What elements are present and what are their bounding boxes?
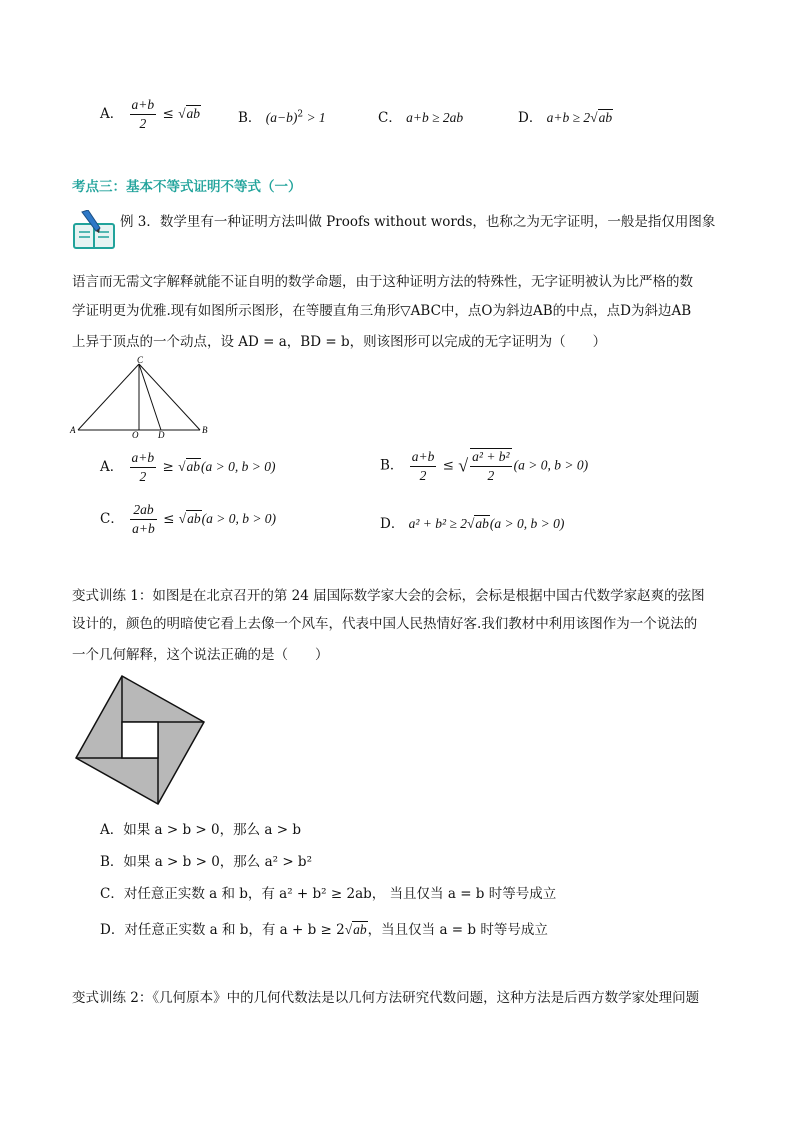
fraction [130, 450, 157, 485]
label-o: O [132, 430, 139, 439]
fraction-numerator: a+b [410, 449, 437, 467]
label-c: C [137, 355, 144, 365]
example3-option-a[interactable]: A． $\frac{a+b}{2}$ ≥ √ab(a > 0, b > 0) [100, 450, 276, 484]
exponent: 2 [297, 109, 304, 120]
label-a: A [70, 425, 76, 435]
fraction-numerator: 2ab [130, 502, 157, 520]
example3-option-b[interactable]: B． $\frac{a+b}{2}$ ≤ √ $\frac{\text{a² + b²}}{2}$ (a > 0, b > 0) [380, 448, 589, 483]
prev-option-d[interactable]: D． a+b ≥ 2√ab [518, 110, 613, 126]
option-label: B． [380, 457, 404, 474]
book-pencil-icon [72, 210, 118, 250]
condition: (a > 0, b > 0) [201, 511, 277, 526]
sqrt-radicand: ab [353, 922, 367, 937]
option-label: D． [380, 516, 405, 532]
fraction-denominator: 2 [419, 467, 427, 483]
option-expression: (a−b) [265, 110, 298, 125]
option-label: C． [378, 110, 402, 126]
section-heading: 考点三：基本不等式证明不等式（一） [72, 179, 302, 195]
condition: (a > 0, b > 0) [513, 457, 589, 473]
sqrt-radicand: ab [598, 110, 613, 125]
fraction-numerator: a+b [130, 97, 157, 115]
variant1-line1: 变式训练 1：如图是在北京召开的第 24 届国际数学家大会的会标，会标是根据中国古代数学家赵爽的弦图 [72, 588, 705, 604]
example3-line4: 上异于顶点的一个动点，设 AD = a，BD = b，则该图形可以完成的无字证明为（ ） [72, 334, 607, 350]
variant2-line1: 变式训练 2：《几何原本》中的几何代数法是以几何方法研究代数问题，这种方法是后西方数学家处理问题 [72, 990, 700, 1006]
sqrt-radicand: ab [475, 516, 489, 531]
variant1-option-d[interactable]: D．对任意正实数 a 和 b，有 a + b ≥ 2√ab，当且仅当 a = b 时等号成立 [100, 922, 548, 938]
relation-symbol: ≤ [162, 106, 174, 122]
fraction [410, 449, 437, 484]
example3-option-d[interactable]: D． a² + b² ≥ 2√ab(a > 0, b > 0) [380, 516, 565, 532]
condition: (a > 0, b > 0) [489, 516, 565, 531]
option-text: D．对任意正实数 a 和 b，有 a + b ≥ 2 [100, 922, 345, 938]
prev-option-b[interactable] [238, 106, 326, 126]
condition: (a > 0, b > 0) [201, 459, 276, 474]
variant1-option-a[interactable]: A．如果 a > b > 0，那么 a > b [100, 822, 301, 838]
sqrt-radicand: ab [186, 459, 200, 474]
sqrt-fraction [470, 448, 511, 484]
relation-symbol: ≥ [162, 459, 174, 475]
variant1-option-b[interactable]: B．如果 a > b > 0，那么 a² > b² [100, 854, 312, 870]
example3-line3: 学证明更为优雅.现有如图所示图形，在等腰直角三角形▽ABC中，点O为斜边AB的中点，点D为斜边AB [72, 303, 692, 319]
label-b: B [202, 425, 208, 435]
fraction-denominator: 2 [487, 468, 495, 483]
variant1-line2: 设计的，颜色的明暗使它看上去像一个风车，代表中国人民热情好客.我们教材中利用该图作为一个说法的 [72, 616, 698, 632]
pinwheel-figure [72, 672, 212, 824]
option-expression-rest: > 1 [303, 110, 326, 125]
fraction [130, 97, 157, 132]
option-expression: a+b ≥ 2ab [406, 110, 464, 125]
segment-bc [139, 364, 200, 430]
inner-square [122, 722, 158, 758]
option-label: A． [100, 459, 124, 475]
fraction [130, 502, 157, 537]
segment-cd [139, 364, 161, 430]
variant1-line3: 一个几何解释，这个说法正确的是（ ） [72, 647, 329, 663]
option-text-rest: ，当且仅当 a = b 时等号成立 [367, 922, 548, 938]
fraction-denominator: 2 [139, 116, 147, 131]
fraction-numerator: a+b [130, 450, 157, 468]
option-label: B． [238, 110, 262, 126]
triangle-figure [66, 355, 216, 443]
fraction-numerator: a² + b² [470, 449, 511, 467]
example3-option-c[interactable]: C． $\frac{2ab}{a+b}$ ≤ √ab(a > 0, b > 0) [100, 502, 277, 536]
option-label: D． [518, 110, 543, 126]
relation-symbol: ≤ [163, 511, 175, 527]
example3-line1: 例 3．数学里有一种证明方法叫做 Proofs without words，也称之为无字证明，一般是指仅用图象 [120, 214, 716, 230]
option-label: A． [100, 106, 124, 122]
label-d: D [158, 430, 165, 439]
relation-symbol: ≤ [442, 457, 454, 474]
segment-ac [78, 364, 139, 430]
fraction-denominator: 2 [139, 469, 147, 484]
option-expression: a² + b² ≥ 2 [408, 516, 467, 531]
prev-option-c[interactable] [378, 106, 463, 126]
fraction-denominator: a+b [132, 521, 155, 536]
prev-option-a[interactable]: A． $\frac{a+b}{2}$ ≤ √ab [100, 97, 200, 131]
sqrt-radicand: ab [186, 106, 200, 121]
variant1-option-c[interactable]: C．对任意正实数 a 和 b，有 a² + b² ≥ 2ab， 当且仅当 a = b 时等号成立 [100, 886, 557, 902]
option-expression: a+b ≥ 2 [546, 110, 591, 125]
option-label: C． [100, 511, 124, 527]
example3-line2: 语言而无需文字解释就能不证自明的数学命题，由于这种证明方法的特殊性，无字证明被认为比严格的数 [72, 274, 693, 290]
sqrt-radicand: ab [187, 511, 201, 526]
